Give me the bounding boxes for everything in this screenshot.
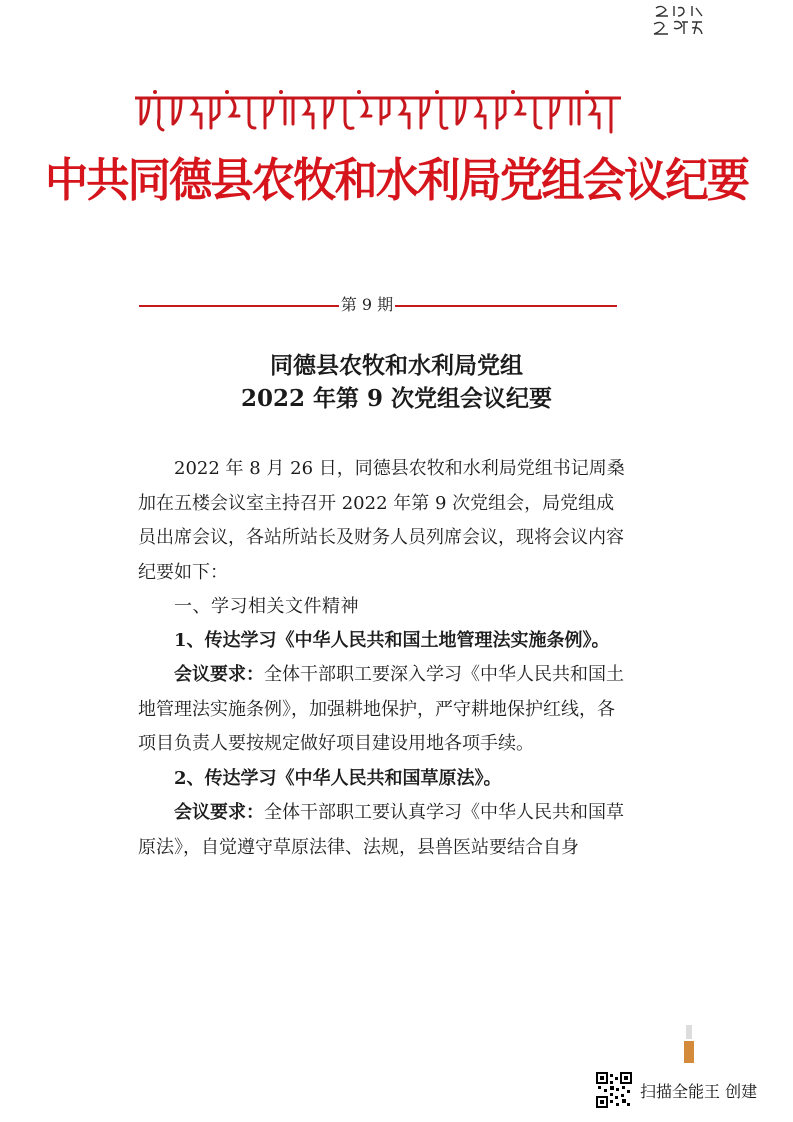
- document-title-line-2: 2022 年第 9 次党组会议纪要: [240, 385, 553, 412]
- scan-edge-mark: [684, 1025, 696, 1065]
- item-1-title-text: 1、传达学习《中华人民共和国土地管理法实施条例》。: [174, 630, 610, 651]
- item-1-requirement-text: 全体干部职工要深入学习《中华人民共和国土地管理法实施条例》，加强耕地保护，严守耕地保护红线，各项目负责人要按规定做好项目建设用地各项手续。: [138, 664, 624, 754]
- item-1-requirement-label: 会议要求：: [174, 664, 264, 685]
- document-red-header-title: 中共同德县农牧和水利局党组会议纪要: [44, 153, 749, 207]
- handwritten-note: [648, 2, 718, 38]
- red-rule-right: [395, 305, 617, 307]
- item-2-requirement-text: 全体干部职工要认真学习《中华人民共和国草原法》，自觉遵守草原法律、法规，县兽医站要结合自身: [138, 802, 624, 858]
- section-1-heading-text: 一、学习相关文件精神: [174, 596, 359, 617]
- document-title-line-1: 同德县农牧和水利局党组: [270, 352, 523, 379]
- issue-number: 第 9 期: [340, 295, 394, 314]
- intro-paragraph-text: 2022 年 8 月 26 日，同德县农牧和水利局党组书记周桑加在五楼会议室主持召开 2022 年第 9 次党组会，局党组成员出席会议，各站所站长及财务人员列席会议，现将会议内容纪要如下：: [138, 458, 625, 583]
- item-1-requirement-paragraph: [138, 658, 630, 762]
- item-1-requirement: [138, 658, 630, 762]
- item-2-requirement-label: 会议要求：: [174, 802, 264, 823]
- item-2-requirement: [138, 796, 630, 865]
- item-2-title-text: 2、传达学习《中华人民共和国草原法》。: [174, 768, 502, 789]
- item-2-requirement-paragraph: [138, 796, 630, 865]
- scanner-watermark-text: 扫描全能王 创建: [640, 1081, 758, 1101]
- section-1-heading: [138, 590, 630, 625]
- tibetan-header: [135, 84, 621, 144]
- red-rule-left: [139, 305, 339, 307]
- document-title: [0, 349, 793, 415]
- issue-row: [139, 293, 617, 317]
- qr-code-icon: [596, 1072, 632, 1108]
- intro-paragraph: [138, 452, 630, 590]
- item-1-title: [138, 624, 630, 659]
- item-2-title: [138, 762, 630, 797]
- scanner-watermark: [596, 1070, 757, 1110]
